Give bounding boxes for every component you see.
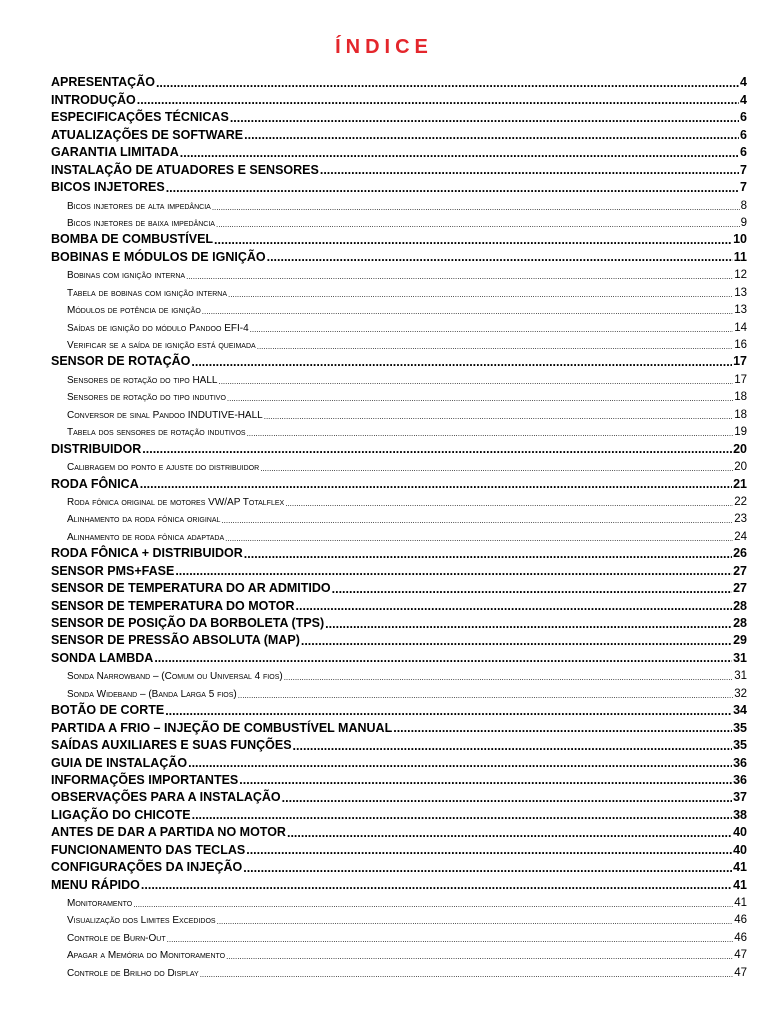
dot-leader — [166, 182, 739, 195]
toc-entry-label: SENSOR DE TEMPERATURA DO MOTOR — [51, 598, 295, 613]
toc-subentry[interactable] — [51, 404, 747, 421]
toc-subentry[interactable] — [51, 893, 747, 910]
toc-entry[interactable] — [51, 125, 747, 142]
toc-entry-label: SENSOR DE PRESSÃO ABSOLUTA (MAP) — [51, 633, 300, 648]
toc-entry-label: Bobinas com ignição interna — [67, 270, 186, 282]
dot-leader — [165, 705, 732, 718]
dot-leader — [133, 901, 733, 909]
page-title: ÍNDICE — [335, 36, 433, 58]
toc-entry[interactable] — [51, 247, 747, 264]
toc-entry-label: PARTIDA A FRIO – INJEÇÃO DE COMBUSTÍVEL MANUAL — [51, 720, 393, 735]
toc-page-number: 41 — [734, 897, 747, 909]
toc-entry-label: Módulos de potência de ignição — [67, 305, 201, 317]
toc-subentry[interactable] — [51, 335, 747, 352]
toc-entry-label: LIGAÇÃO DO CHICOTE — [51, 807, 191, 822]
toc-entry-label: Bicos injetores de alta impedância — [67, 200, 211, 212]
toc-entry[interactable] — [51, 805, 747, 822]
dot-leader — [257, 343, 733, 351]
toc-page-number: 47 — [734, 949, 747, 962]
dot-leader — [192, 809, 733, 822]
dot-leader — [244, 129, 739, 142]
toc-page-number: 21 — [733, 476, 747, 491]
toc-page-number: 13 — [734, 286, 747, 299]
toc-entry-label: INSTALAÇÃO DE ATUADORES E SENSORES — [51, 162, 319, 177]
dot-leader — [214, 234, 732, 247]
dot-leader — [247, 430, 734, 438]
toc-page-number: 8 — [740, 199, 747, 212]
toc-page-number: 31 — [734, 670, 747, 683]
toc-page-number: 27 — [733, 581, 747, 596]
toc-page-number: 23 — [734, 513, 747, 526]
toc-entry-label: ESPECIFICAÇÕES TÉCNICAS — [51, 110, 229, 125]
toc-page-number: 16 — [734, 339, 747, 351]
toc-entry-label: SENSOR DE ROTAÇÃO — [51, 354, 191, 369]
dot-leader — [243, 862, 732, 875]
toc-entry[interactable] — [51, 352, 747, 369]
toc-entry-label: BOTÃO DE CORTE — [51, 703, 165, 718]
toc-entry-label: Roda fônica original de motores VW/AP Totalflex — [67, 496, 285, 508]
dot-leader — [218, 378, 733, 386]
toc-entry-label: Sensores de rotação do tipo indutivo — [67, 392, 226, 404]
dot-leader — [239, 774, 732, 787]
toc-entry[interactable] — [51, 230, 747, 247]
toc-subentry[interactable] — [51, 492, 747, 509]
dot-leader — [227, 395, 733, 403]
toc-entry[interactable] — [51, 439, 747, 456]
toc-page-number: 20 — [734, 461, 747, 474]
toc-entry[interactable] — [51, 858, 747, 875]
toc-subentry[interactable] — [51, 317, 747, 334]
toc-entry[interactable] — [51, 579, 747, 596]
toc-page-number: 40 — [733, 842, 747, 857]
toc-page-number: 10 — [733, 232, 747, 247]
toc-page-number: 47 — [734, 966, 747, 979]
toc-entry[interactable] — [51, 143, 747, 160]
toc-subentry[interactable] — [51, 422, 747, 439]
toc-page-number: 17 — [733, 354, 747, 369]
toc-entry-label: Controle de Brilho do Display — [67, 967, 199, 979]
dot-leader — [225, 535, 733, 543]
toc-entry-label: CONFIGURAÇÕES DA INJEÇÃO — [51, 860, 243, 875]
toc-entry-label: Sonda Wideband – (Banda Larga 5 fios) — [67, 688, 237, 700]
toc-page-number: 7 — [740, 162, 747, 177]
toc-entry[interactable] — [51, 648, 747, 665]
toc-page-number: 9 — [740, 216, 747, 229]
toc-entry[interactable] — [51, 544, 747, 561]
dot-leader — [188, 757, 732, 770]
toc-entry-label: BOMBA DE COMBUSTÍVEL — [51, 232, 214, 247]
toc-page-number: 20 — [733, 441, 747, 456]
dot-leader — [293, 740, 733, 753]
dot-leader — [282, 792, 732, 805]
toc-entry[interactable] — [51, 736, 747, 753]
toc-entry-label: Saídas de ignição do módulo Pandoo EFI-4 — [67, 322, 249, 334]
toc-page-number: 6 — [740, 110, 747, 125]
dot-leader — [332, 583, 732, 596]
toc-page-number: 38 — [733, 807, 747, 822]
toc-page-number: 6 — [740, 127, 747, 142]
toc-entry-label: RODA FÔNICA — [51, 476, 139, 491]
toc-page-number: 4 — [740, 92, 747, 107]
toc-page-number: 35 — [733, 738, 747, 753]
toc-entry[interactable] — [51, 718, 747, 735]
toc-page-number: 31 — [733, 650, 747, 665]
toc-page-number: 7 — [740, 180, 747, 195]
toc-entry[interactable] — [51, 561, 747, 578]
toc-entry-label: Alinhamento da roda fônica original — [67, 514, 221, 526]
toc-page-number: 34 — [733, 703, 747, 718]
dot-leader — [191, 356, 732, 369]
dot-leader — [156, 77, 739, 90]
toc-entry-label: OBSERVAÇÕES PARA A INSTALAÇÃO — [51, 790, 281, 805]
toc-entry-label: FUNCIONAMENTO DAS TECLAS — [51, 842, 246, 857]
toc-page-number: 18 — [734, 391, 747, 404]
toc-entry-label: Apagar a Memória do Monitoramento — [67, 950, 226, 962]
dot-leader — [285, 500, 733, 508]
toc-entry-label: RODA FÔNICA + DISTRIBUIDOR — [51, 546, 243, 561]
toc-subentry[interactable] — [51, 910, 747, 927]
toc-subentry[interactable] — [51, 666, 747, 683]
dot-leader — [267, 251, 733, 264]
dot-leader — [228, 291, 733, 299]
toc-subentry[interactable] — [51, 962, 747, 979]
dot-leader — [260, 465, 733, 473]
dot-leader — [238, 692, 733, 700]
toc-subentry[interactable] — [51, 213, 747, 230]
toc-entry[interactable] — [51, 73, 747, 90]
toc-page-number: 32 — [734, 687, 747, 700]
toc-subentry[interactable] — [51, 457, 747, 474]
dot-leader — [320, 164, 739, 177]
toc-page-number: 37 — [733, 790, 747, 805]
toc-page-number: 28 — [733, 616, 747, 630]
dot-leader — [325, 618, 732, 631]
toc-entry-label: Calibragem do ponto e ajuste do distribuidor — [67, 462, 260, 474]
dot-leader — [217, 918, 734, 926]
toc-entry[interactable] — [51, 753, 747, 770]
dot-leader — [154, 652, 732, 665]
toc-page-number: 4 — [740, 75, 747, 90]
dot-leader — [250, 326, 734, 334]
dot-leader — [301, 635, 732, 648]
dot-leader — [180, 147, 739, 160]
toc-subentry[interactable] — [51, 927, 747, 944]
toc-page-number: 18 — [734, 408, 747, 421]
toc-entry[interactable] — [51, 160, 747, 177]
toc-entry-label: SENSOR DE POSIÇÃO DA BORBOLETA (TPS) — [51, 616, 325, 630]
dot-leader — [137, 94, 739, 107]
toc-entry-label: Tabela dos sensores de rotação indutivos — [67, 427, 246, 439]
dot-leader — [200, 971, 734, 979]
toc-entry[interactable] — [51, 840, 747, 857]
toc-entry[interactable] — [51, 614, 747, 631]
toc-entry-label: Monitoramento — [67, 898, 133, 909]
toc-subentry[interactable] — [51, 509, 747, 526]
toc-page-number: 29 — [733, 633, 747, 648]
toc-page-number: 35 — [733, 720, 747, 735]
toc-entry-label: Controle de Burn-Out — [67, 932, 166, 944]
toc-entry-label: Sonda Narrowband – (Comum ou Universal 4 fios) — [67, 671, 283, 683]
toc-subentry[interactable] — [51, 387, 747, 404]
dot-leader — [202, 308, 733, 316]
toc-entry[interactable] — [51, 788, 747, 805]
toc-entry-label: BICOS INJETORES — [51, 180, 165, 195]
toc-page-number: 24 — [734, 530, 747, 543]
dot-leader — [296, 600, 733, 613]
toc-entry-label: ANTES DE DAR A PARTIDA NO MOTOR — [51, 825, 286, 840]
toc-page-number: 26 — [733, 546, 747, 561]
toc-entry-label: ATUALIZAÇÕES DE SOFTWARE — [51, 127, 244, 142]
toc-subentry[interactable] — [51, 945, 747, 962]
dot-leader — [167, 936, 734, 944]
toc-entry-label: Sensores de rotação do tipo HALL — [67, 374, 218, 386]
toc-entry[interactable] — [51, 108, 747, 125]
toc-subentry[interactable] — [51, 300, 747, 317]
toc-entry[interactable] — [51, 875, 747, 892]
toc-entry-label: SENSOR PMS+FASE — [51, 563, 175, 578]
toc-entry-label: Verificar se a saída de ignição está queimada — [67, 340, 256, 351]
toc-entry[interactable] — [51, 90, 747, 107]
toc-subentry[interactable] — [51, 265, 747, 282]
toc-entry[interactable] — [51, 771, 747, 788]
dot-leader — [216, 221, 740, 229]
toc-entry[interactable] — [51, 823, 747, 840]
toc-page-number: 22 — [734, 495, 747, 508]
toc-entry-label: APRESENTAÇÃO — [51, 75, 155, 90]
toc-entry-label: GARANTIA LIMITADA — [51, 145, 179, 160]
dot-leader — [186, 273, 733, 281]
dot-leader — [175, 565, 732, 578]
toc-entry-label: SONDA LAMBDA — [51, 650, 154, 665]
dot-leader — [287, 827, 732, 840]
toc-page-number: 36 — [733, 772, 747, 787]
dot-leader — [212, 204, 740, 212]
toc-entry-label: Visualização dos Limites Excedidos — [67, 915, 216, 927]
toc-entry-label: Conversor de sinal Pandoo INDUTIVE-HALL — [67, 409, 263, 421]
table-of-contents — [51, 73, 747, 980]
toc-page-number: 17 — [734, 373, 747, 386]
toc-page-number: 13 — [734, 304, 747, 317]
dot-leader — [246, 844, 732, 857]
dot-leader — [221, 517, 733, 525]
toc-entry-label: Bicos injetores de baixa impedância — [67, 217, 215, 229]
dot-leader — [226, 953, 733, 961]
toc-entry-label: SAÍDAS AUXILIARES E SUAS FUNÇÕES — [51, 738, 292, 753]
toc-entry-label: INTRODUÇÃO — [51, 92, 136, 107]
toc-entry-label: BOBINAS E MÓDULOS DE IGNIÇÃO — [51, 249, 266, 264]
toc-subentry[interactable] — [51, 195, 747, 212]
toc-entry[interactable] — [51, 474, 747, 491]
toc-entry-label: MENU RÁPIDO — [51, 877, 140, 892]
toc-entry-label: DISTRIBUIDOR — [51, 441, 142, 456]
toc-entry[interactable] — [51, 178, 747, 195]
toc-page-number: 14 — [734, 321, 747, 334]
toc-page-number: 27 — [733, 563, 747, 578]
dot-leader — [244, 548, 732, 561]
toc-entry[interactable] — [51, 701, 747, 718]
toc-subentry[interactable] — [51, 369, 747, 386]
toc-page-number: 41 — [733, 877, 747, 892]
toc-page-number: 36 — [733, 755, 747, 770]
toc-page-number: 28 — [733, 598, 747, 613]
toc-entry-label: Tabela de bobinas com ignição interna — [67, 287, 228, 299]
toc-entry-label: INFORMAÇÕES IMPORTANTES — [51, 772, 239, 787]
toc-page-number: 12 — [734, 269, 747, 282]
dot-leader — [140, 478, 732, 491]
toc-page-number: 11 — [733, 249, 747, 264]
dot-leader — [264, 413, 733, 421]
toc-page-number: 19 — [734, 426, 747, 439]
toc-entry-label: GUIA DE INSTALAÇÃO — [51, 755, 188, 770]
dot-leader — [142, 443, 732, 456]
toc-subentry[interactable] — [51, 282, 747, 299]
dot-leader — [284, 674, 734, 682]
toc-page-number: 46 — [734, 914, 747, 927]
toc-subentry[interactable] — [51, 683, 747, 700]
toc-page-number: 46 — [734, 931, 747, 944]
toc-entry[interactable] — [51, 631, 747, 648]
toc-entry-label: SENSOR DE TEMPERATURA DO AR ADMITIDO — [51, 581, 331, 596]
dot-leader — [141, 879, 732, 892]
toc-subentry[interactable] — [51, 526, 747, 543]
toc-page-number: 40 — [733, 825, 747, 840]
toc-entry[interactable] — [51, 596, 747, 613]
dot-leader — [393, 722, 732, 735]
dot-leader — [230, 112, 739, 125]
toc-page-number: 6 — [740, 145, 747, 160]
toc-page-number: 41 — [733, 860, 747, 875]
toc-entry-label: Alinhamento de roda fônica adaptada — [67, 531, 225, 543]
